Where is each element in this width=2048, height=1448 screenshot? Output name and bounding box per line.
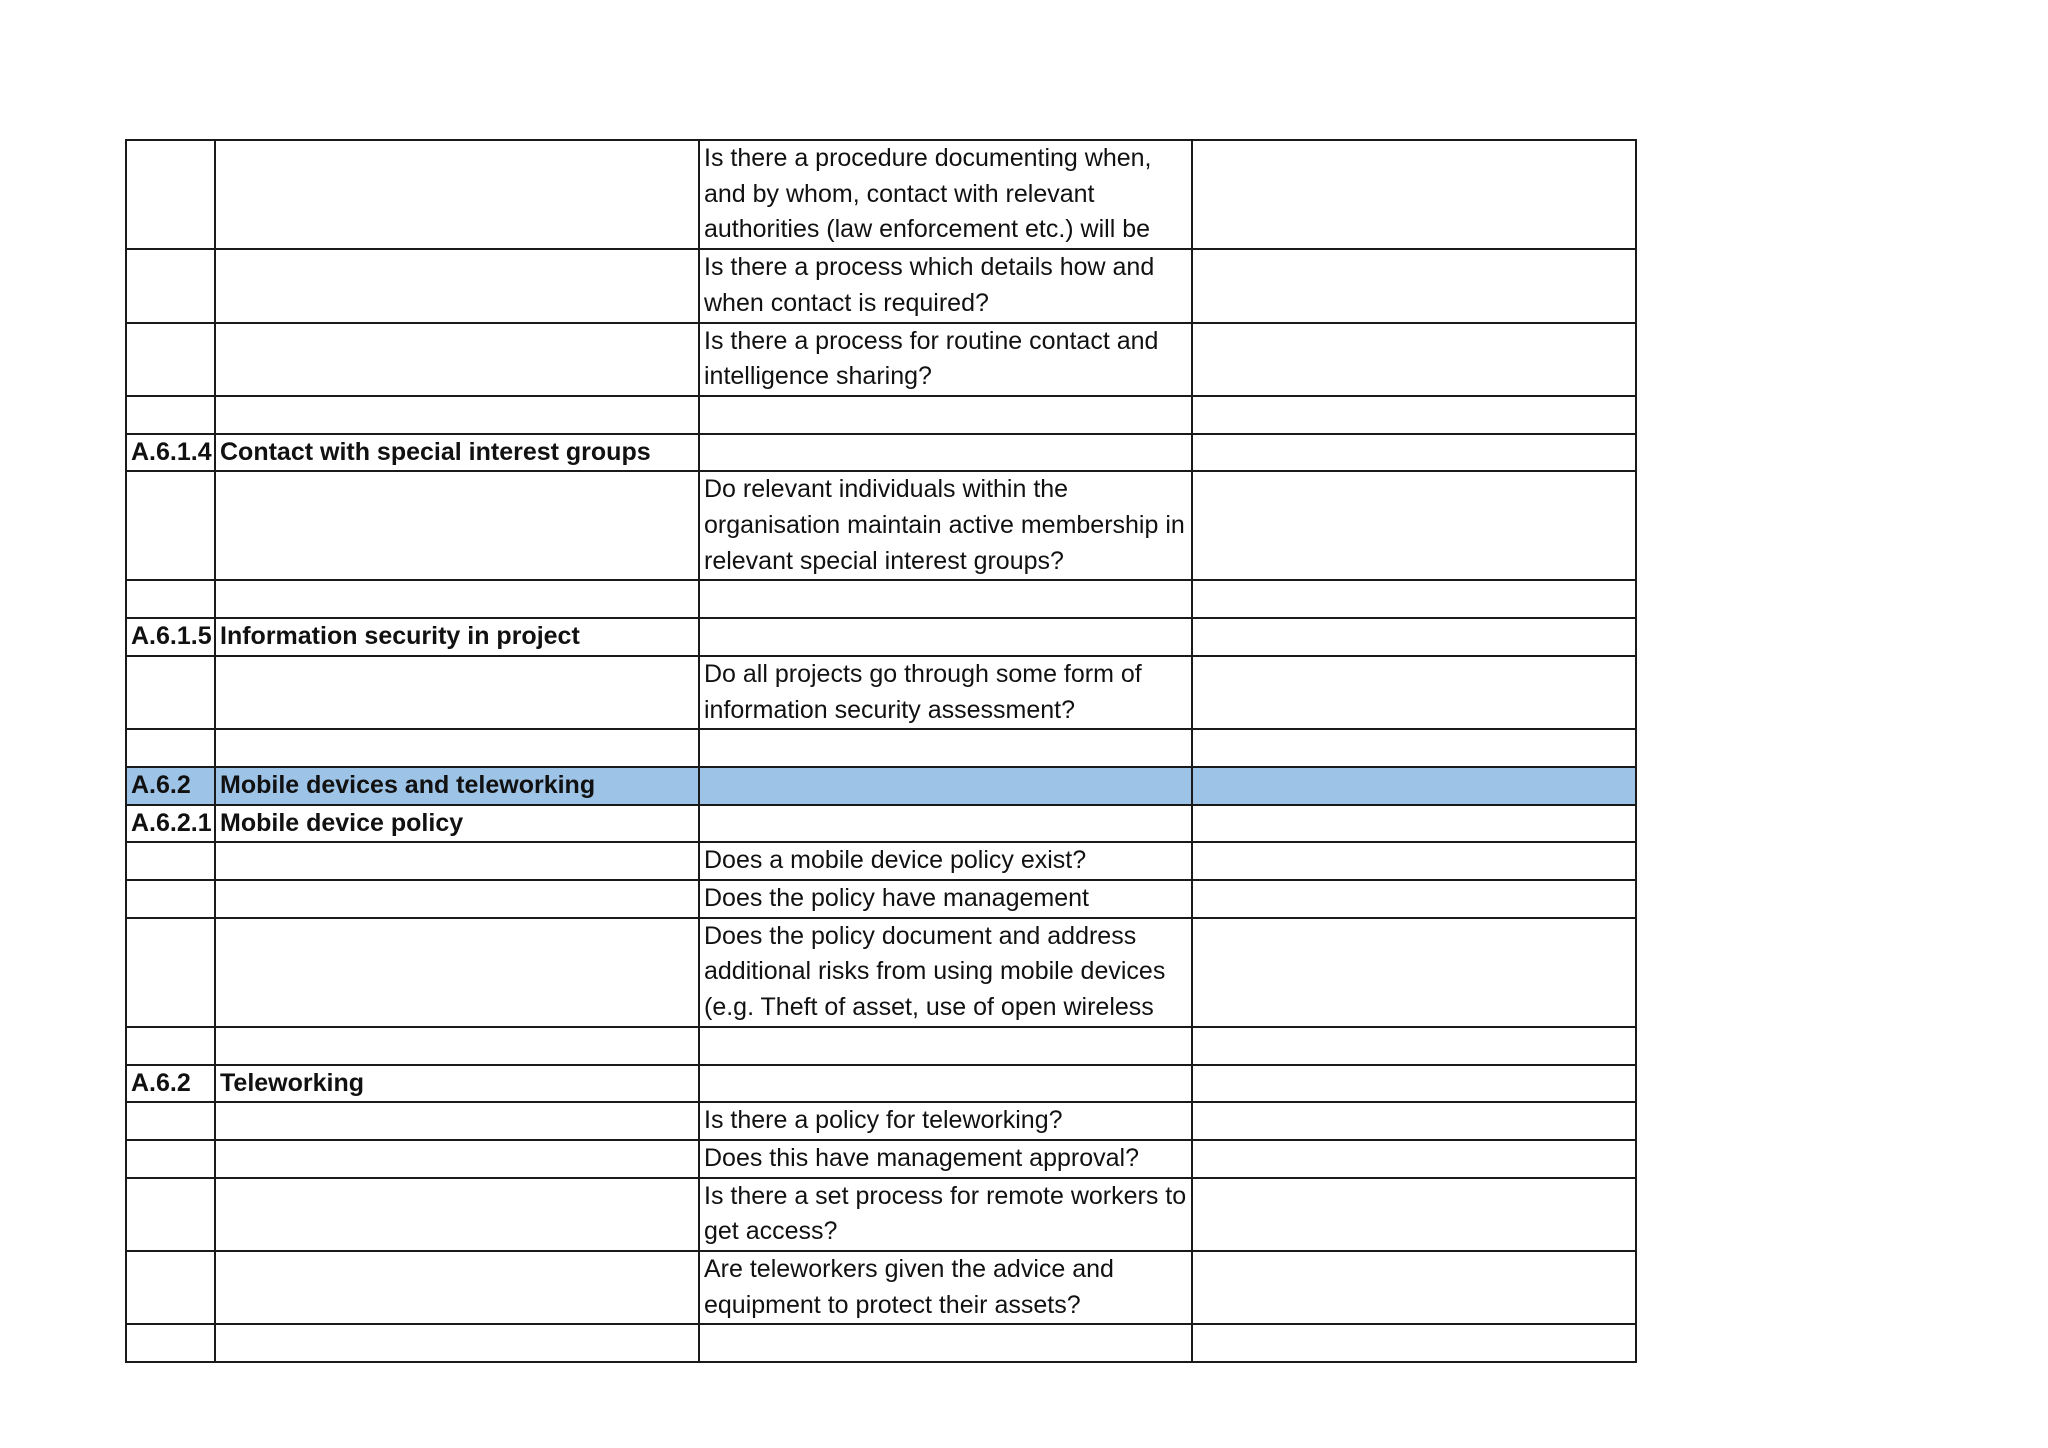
control-title-cell[interactable]: [215, 471, 699, 580]
table-row: [126, 580, 1636, 618]
control-title-cell[interactable]: [215, 1178, 699, 1251]
table-row: [126, 918, 1636, 1027]
response-cell[interactable]: [1192, 1102, 1636, 1140]
response-cell[interactable]: [1192, 471, 1636, 580]
control-title-cell[interactable]: [215, 1140, 699, 1178]
control-title-cell[interactable]: [215, 656, 699, 729]
control-title-cell[interactable]: [215, 249, 699, 322]
table-row: [126, 396, 1636, 434]
audit-question-cell[interactable]: [699, 805, 1192, 843]
audit-question-cell[interactable]: Is there a process for routine contact and intelligence sharing?: [699, 323, 1192, 396]
response-cell[interactable]: [1192, 1140, 1636, 1178]
control-title-cell[interactable]: [215, 1324, 699, 1362]
control-id-cell[interactable]: A.6.2.1: [126, 805, 215, 843]
control-id-cell[interactable]: A.6.1.4: [126, 434, 215, 472]
table-row: [126, 1027, 1636, 1065]
control-title-cell[interactable]: [215, 323, 699, 396]
table-row: [126, 880, 1636, 918]
control-title-cell[interactable]: [215, 1251, 699, 1324]
control-title-cell[interactable]: Teleworking: [215, 1065, 699, 1103]
control-id-cell[interactable]: [126, 1102, 215, 1140]
table-row: [126, 249, 1636, 322]
response-cell[interactable]: [1192, 656, 1636, 729]
response-cell[interactable]: [1192, 767, 1636, 805]
control-id-cell[interactable]: [126, 249, 215, 322]
control-title-cell[interactable]: [215, 140, 699, 249]
response-cell[interactable]: [1192, 805, 1636, 843]
control-id-cell[interactable]: [126, 1251, 215, 1324]
control-id-cell[interactable]: [126, 729, 215, 767]
control-title-cell[interactable]: Information security in project: [215, 618, 699, 656]
audit-question-cell[interactable]: Is there a procedure documenting when, and by whom, contact with relevant authorities (law enforcement etc.) will be: [699, 140, 1192, 249]
control-title-cell[interactable]: [215, 729, 699, 767]
control-id-cell[interactable]: [126, 1140, 215, 1178]
table-row: [126, 434, 1636, 472]
control-id-cell[interactable]: [126, 880, 215, 918]
response-cell[interactable]: [1192, 729, 1636, 767]
table-row: [126, 1178, 1636, 1251]
control-id-cell[interactable]: [126, 471, 215, 580]
response-cell[interactable]: [1192, 918, 1636, 1027]
audit-question-cell[interactable]: Is there a set process for remote workers to get access?: [699, 1178, 1192, 1251]
control-id-cell[interactable]: [126, 842, 215, 880]
table-row: [126, 729, 1636, 767]
audit-question-cell[interactable]: [699, 434, 1192, 472]
response-cell[interactable]: [1192, 618, 1636, 656]
audit-question-cell[interactable]: [699, 580, 1192, 618]
table-row: [126, 618, 1636, 656]
response-cell[interactable]: [1192, 880, 1636, 918]
response-cell[interactable]: [1192, 434, 1636, 472]
control-id-cell[interactable]: [126, 396, 215, 434]
control-id-cell[interactable]: [126, 918, 215, 1027]
response-cell[interactable]: [1192, 1178, 1636, 1251]
audit-question-cell[interactable]: Do all projects go through some form of information security assessment?: [699, 656, 1192, 729]
table-row: [126, 842, 1636, 880]
audit-question-cell[interactable]: Does the policy document and address additional risks from using mobile devices (e.g. Theft of asset, use of open wireless: [699, 918, 1192, 1027]
audit-question-cell[interactable]: Is there a process which details how and when contact is required?: [699, 249, 1192, 322]
control-id-cell[interactable]: [126, 1324, 215, 1362]
table-row: [126, 656, 1636, 729]
control-title-cell[interactable]: [215, 1102, 699, 1140]
control-title-cell[interactable]: [215, 580, 699, 618]
control-title-cell[interactable]: Contact with special interest groups: [215, 434, 699, 472]
control-title-cell[interactable]: [215, 396, 699, 434]
response-cell[interactable]: [1192, 1324, 1636, 1362]
section-header-row: [126, 767, 1636, 805]
control-title-cell[interactable]: [215, 1027, 699, 1065]
response-cell[interactable]: [1192, 580, 1636, 618]
control-id-cell[interactable]: [126, 580, 215, 618]
audit-question-cell[interactable]: Is there a policy for teleworking?: [699, 1102, 1192, 1140]
audit-question-cell[interactable]: [699, 1324, 1192, 1362]
table-row: [126, 1324, 1636, 1362]
response-cell[interactable]: [1192, 842, 1636, 880]
audit-question-cell[interactable]: Do relevant individuals within the organisation maintain active membership in relevant special interest groups?: [699, 471, 1192, 580]
table-row: [126, 1065, 1636, 1103]
audit-checklist-table: [125, 139, 1637, 1363]
audit-question-cell[interactable]: Does a mobile device policy exist?: [699, 842, 1192, 880]
response-cell[interactable]: [1192, 323, 1636, 396]
table-row: [126, 1140, 1636, 1178]
audit-question-cell[interactable]: [699, 618, 1192, 656]
response-cell[interactable]: [1192, 1027, 1636, 1065]
audit-checklist-body: [126, 140, 1636, 1362]
response-cell[interactable]: [1192, 1065, 1636, 1103]
audit-question-cell[interactable]: [699, 1027, 1192, 1065]
control-id-cell[interactable]: [126, 1178, 215, 1251]
table-row: [126, 805, 1636, 843]
audit-question-cell[interactable]: [699, 1065, 1192, 1103]
response-cell[interactable]: [1192, 1251, 1636, 1324]
control-id-cell[interactable]: [126, 656, 215, 729]
control-id-cell[interactable]: A.6.2: [126, 767, 215, 805]
audit-question-cell[interactable]: Are teleworkers given the advice and equipment to protect their assets?: [699, 1251, 1192, 1324]
table-row: [126, 1251, 1636, 1324]
response-cell[interactable]: [1192, 249, 1636, 322]
audit-question-cell[interactable]: [699, 767, 1192, 805]
control-id-cell[interactable]: A.6.1.5: [126, 618, 215, 656]
control-title-cell[interactable]: Mobile devices and teleworking: [215, 767, 699, 805]
audit-question-cell[interactable]: [699, 729, 1192, 767]
control-id-cell[interactable]: [126, 140, 215, 249]
control-title-cell[interactable]: [215, 918, 699, 1027]
control-id-cell[interactable]: A.6.2: [126, 1065, 215, 1103]
control-id-cell[interactable]: [126, 1027, 215, 1065]
table-row: [126, 1102, 1636, 1140]
audit-question-cell[interactable]: Does the policy have management: [699, 880, 1192, 918]
control-title-cell[interactable]: [215, 880, 699, 918]
table-row: [126, 471, 1636, 580]
table-row: [126, 323, 1636, 396]
audit-question-cell[interactable]: [699, 396, 1192, 434]
control-id-cell[interactable]: [126, 323, 215, 396]
control-title-cell[interactable]: [215, 842, 699, 880]
response-cell[interactable]: [1192, 396, 1636, 434]
response-cell[interactable]: [1192, 140, 1636, 249]
control-title-cell[interactable]: Mobile device policy: [215, 805, 699, 843]
table-row: [126, 140, 1636, 249]
audit-question-cell[interactable]: Does this have management approval?: [699, 1140, 1192, 1178]
